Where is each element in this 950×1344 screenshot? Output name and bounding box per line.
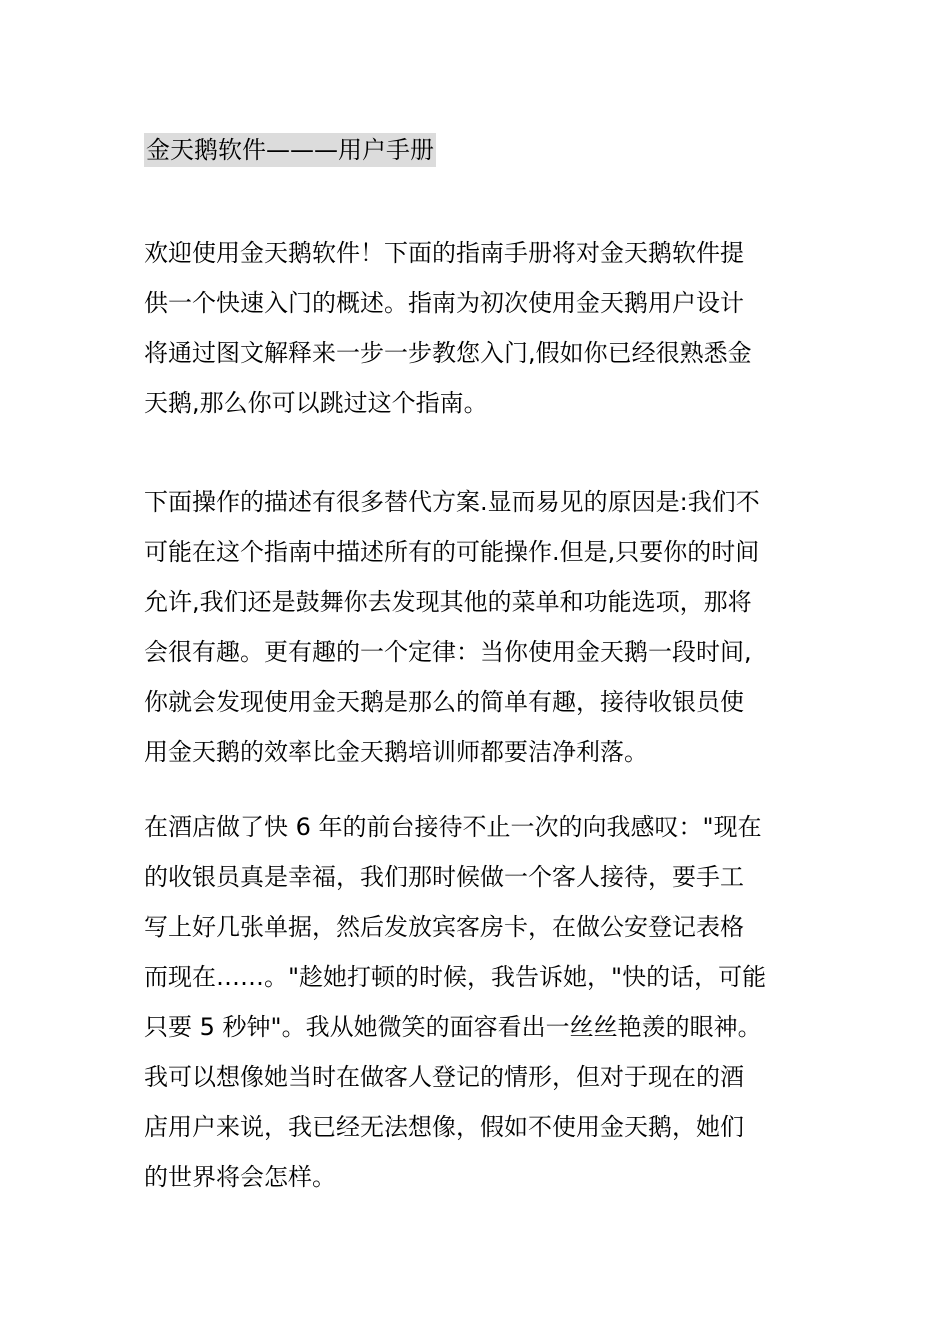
paragraph-line: 将通过图文解释来一步一步教您入门,假如你已经很熟悉金 [144, 339, 752, 367]
intro-paragraph [144, 228, 809, 428]
paragraph-line: 会很有趣。更有趣的一个定律：当你使用金天鹅一段时间, [144, 638, 752, 666]
paragraph-line: 我可以想像她当时在做客人登记的情形，但对于现在的酒 [144, 1063, 744, 1091]
paragraph-line: 只要 5 秒钟"。我从她微笑的面容看出一丝丝艳羡的眼神。 [144, 1013, 762, 1041]
paragraph-line: 你就会发现使用金天鹅是那么的简单有趣，接待收银员使 [144, 688, 744, 716]
paragraph-line: 写上好几张单据，然后发放宾客房卡，在做公安登记表格 [144, 913, 744, 941]
paragraph-line: 供一个快速入门的概述。指南为初次使用金天鹅用户设计 [144, 289, 744, 317]
paragraph-line: 店用户来说，我已经无法想像，假如不使用金天鹅，她们 [144, 1113, 744, 1141]
document-title: 金天鹅软件———用户手册 [144, 133, 436, 167]
paragraph-line: 在酒店做了快 6 年的前台接待不止一次的向我感叹："现在 [144, 813, 762, 841]
paragraph-line: 用金天鹅的效率比金天鹅培训师都要洁净利落。 [144, 738, 648, 766]
paragraph-line: 的世界将会怎样。 [144, 1163, 336, 1191]
paragraph-line: 而现在……。"趁她打顿的时候，我告诉她，"快的话，可能 [144, 963, 767, 991]
paragraph-line: 的收银员真是幸福，我们那时候做一个客人接待，要手工 [144, 863, 744, 891]
anecdote-paragraph [144, 802, 809, 1202]
paragraph-line: 允许,我们还是鼓舞你去发现其他的菜单和功能选项，那将 [144, 588, 752, 616]
operations-paragraph [144, 477, 809, 777]
paragraph-line: 天鹅,那么你可以跳过这个指南。 [144, 389, 488, 417]
paragraph-line: 欢迎使用金天鹅软件！下面的指南手册将对金天鹅软件提 [144, 239, 744, 267]
paragraph-line: 可能在这个指南中描述所有的可能操作.但是,只要你的时间 [144, 538, 760, 566]
paragraph-line: 下面操作的描述有很多替代方案.显而易见的原因是:我们不 [144, 488, 760, 516]
